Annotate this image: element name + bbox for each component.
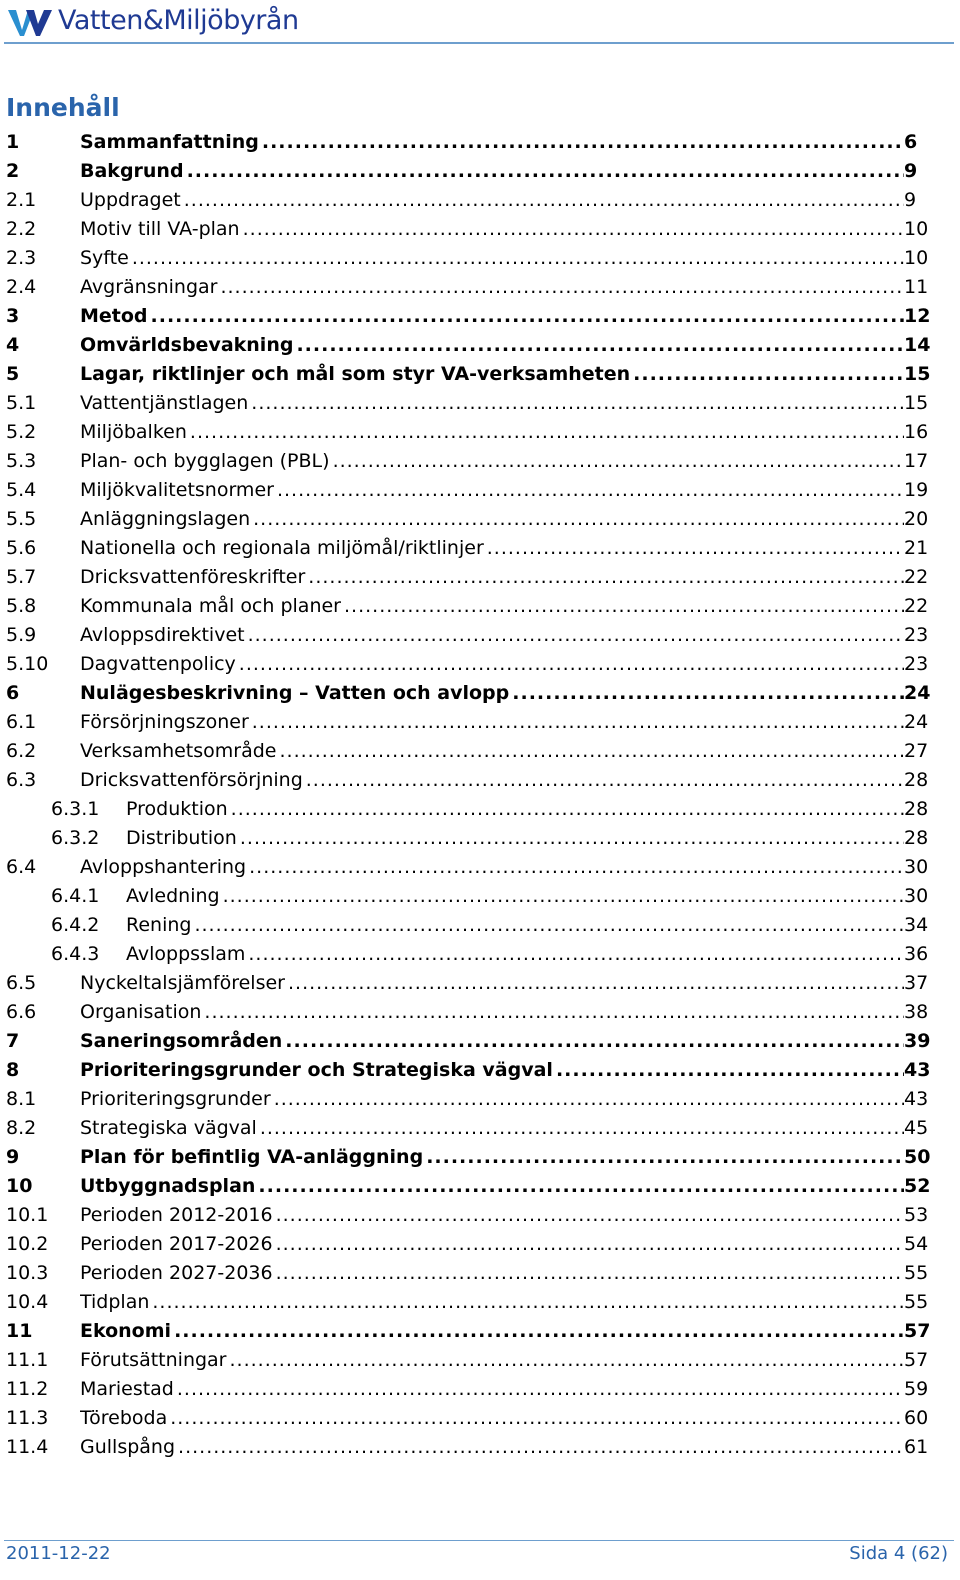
- logo-text: Vatten&Miljöbyrån: [58, 5, 299, 36]
- toc-entry-title-line: [126, 940, 904, 969]
- toc-entry-number: 9: [6, 1146, 20, 1168]
- toc-dot-leader: [344, 592, 904, 621]
- toc-entry-number: 2.4: [6, 276, 37, 298]
- toc-dot-leader: [274, 1085, 904, 1114]
- toc-entry[interactable]: [0, 1404, 960, 1433]
- toc-entry-page: 23: [904, 653, 929, 675]
- toc-dot-leader: [239, 650, 904, 679]
- toc-entry[interactable]: [0, 447, 960, 476]
- toc-dot-leader: [333, 447, 904, 476]
- toc-entry-number: 10: [6, 1175, 33, 1197]
- toc-entry-page: 52: [904, 1175, 931, 1197]
- toc-entry-page: 54: [904, 1233, 929, 1255]
- toc-entry-title: Mariestad: [80, 1378, 174, 1400]
- toc-entry-number: 11.3: [6, 1407, 49, 1429]
- footer-page-number: Sida 4 (62): [849, 1543, 948, 1564]
- toc-dot-leader: [184, 186, 904, 215]
- toc-entry-title-line: [80, 1433, 904, 1462]
- toc-dot-leader: [633, 360, 904, 389]
- toc-entry-page: 28: [904, 798, 929, 820]
- toc-entry-title-line: [80, 1404, 904, 1433]
- toc-entry-title: Tidplan: [80, 1291, 150, 1313]
- toc-entry[interactable]: [0, 1433, 960, 1462]
- toc-entry-number: 11.1: [6, 1349, 49, 1371]
- toc-entry[interactable]: [0, 302, 960, 331]
- toc-entry-number: 10.4: [6, 1291, 49, 1313]
- toc-entry[interactable]: [0, 1375, 960, 1404]
- toc-entry-number: 5: [6, 363, 20, 385]
- toc-entry-title: Organisation: [80, 1001, 202, 1023]
- toc-entry-title-line: [80, 853, 904, 882]
- toc-entry-number: 11.2: [6, 1378, 49, 1400]
- toc-entry[interactable]: [0, 1317, 960, 1346]
- toc-entry-number: 11.4: [6, 1436, 49, 1458]
- toc-entry[interactable]: [0, 563, 960, 592]
- toc-entry-title: Perioden 2017-2026: [80, 1233, 273, 1255]
- toc-entry[interactable]: [0, 911, 960, 940]
- toc-entry-title: Rening: [126, 914, 192, 936]
- toc-dot-leader: [174, 1317, 904, 1346]
- toc-entry-page: 57: [904, 1349, 929, 1371]
- toc-entry-number: 6.6: [6, 1001, 37, 1023]
- toc-entry-page: 61: [904, 1436, 929, 1458]
- toc-entry-page: 55: [904, 1262, 929, 1284]
- toc-entry-title: Perioden 2027-2036: [80, 1262, 273, 1284]
- toc-dot-leader: [262, 128, 904, 157]
- toc-entry-number: 6.5: [6, 972, 37, 994]
- company-logo: [8, 2, 299, 40]
- toc-entry-title-line: [126, 911, 904, 940]
- toc-entry-title-line: [80, 563, 904, 592]
- toc-entry-title: Miljöbalken: [80, 421, 187, 443]
- toc-entry-number: 3: [6, 305, 20, 327]
- toc-entry-title-line: [80, 1230, 904, 1259]
- toc-entry-number: 5.1: [6, 392, 37, 414]
- toc-entry-title: Lagar, riktlinjer och mål som styr VA-verksamheten: [80, 363, 631, 385]
- toc-entry-page: 9: [904, 189, 917, 211]
- toc-entry[interactable]: [0, 1346, 960, 1375]
- toc-dot-leader: [187, 157, 904, 186]
- toc-entry-number: 8: [6, 1059, 20, 1081]
- toc-entry[interactable]: [0, 766, 960, 795]
- toc-entry-title-line: [80, 505, 904, 534]
- toc-entry-page: 6: [904, 131, 918, 153]
- toc-entry-title-line: [126, 882, 904, 911]
- toc-entry-title: Anläggningslagen: [80, 508, 251, 530]
- toc-dot-leader: [151, 302, 904, 331]
- toc-entry-title: Distribution: [126, 827, 237, 849]
- toc-entry[interactable]: [0, 215, 960, 244]
- toc-entry-title-line: [80, 621, 904, 650]
- toc-entry-title-line: [80, 476, 904, 505]
- toc-entry-page: 45: [904, 1117, 929, 1139]
- toc-entry-page: 60: [904, 1407, 929, 1429]
- toc-entry[interactable]: [0, 157, 960, 186]
- toc-entry-title-line: [80, 244, 904, 273]
- toc-entry-title-line: [80, 215, 904, 244]
- toc-entry-title-line: [80, 360, 904, 389]
- toc-entry-title-line: [80, 273, 904, 302]
- toc-entry-page: 10: [904, 247, 929, 269]
- toc-dot-leader: [556, 1056, 904, 1085]
- toc-entry-title: Strategiska vägval: [80, 1117, 257, 1139]
- toc-entry-title: Plan för befintlig VA-anläggning: [80, 1146, 424, 1168]
- toc-entry-title-line: [80, 1172, 904, 1201]
- toc-entry-page: 27: [904, 740, 929, 762]
- toc-entry-number: 6.3.1: [51, 798, 100, 820]
- toc-entry-page: 36: [904, 943, 929, 965]
- toc-entry[interactable]: [0, 969, 960, 998]
- toc-entry-page: 22: [904, 595, 929, 617]
- toc-entry-title: Avloppshantering: [80, 856, 247, 878]
- toc-entry-page: 30: [904, 885, 929, 907]
- toc-entry-page: 59: [904, 1378, 929, 1400]
- toc-heading: Innehåll: [6, 93, 120, 122]
- toc-entry-number: 8.1: [6, 1088, 37, 1110]
- toc-entry-title-line: [80, 534, 904, 563]
- toc-entry-page: 43: [904, 1059, 931, 1081]
- toc-entry-page: 17: [904, 450, 929, 472]
- toc-entry-title-line: [80, 969, 904, 998]
- toc-entry-title: Syfte: [80, 247, 129, 269]
- toc-entry[interactable]: [0, 505, 960, 534]
- toc-entry-number: 5.9: [6, 624, 37, 646]
- toc-entry-title: Gullspång: [80, 1436, 176, 1458]
- toc-entry-page: 12: [904, 305, 931, 327]
- toc-entry[interactable]: [0, 853, 960, 882]
- toc-entry[interactable]: [0, 1056, 960, 1085]
- toc-dot-leader: [288, 969, 904, 998]
- toc-entry[interactable]: [0, 1230, 960, 1259]
- toc-dot-leader: [243, 215, 904, 244]
- toc-entry-title: Dricksvattenförsörjning: [80, 769, 303, 791]
- toc-dot-leader: [277, 476, 904, 505]
- toc-entry-title-line: [80, 1317, 904, 1346]
- toc-entry-title-line: [80, 1375, 904, 1404]
- toc-entry-title: Verksamhetsområde: [80, 740, 277, 762]
- toc-dot-leader: [276, 1201, 904, 1230]
- footer-divider: [4, 1540, 954, 1541]
- toc-entry[interactable]: [0, 679, 960, 708]
- toc-entry[interactable]: [0, 534, 960, 563]
- toc-entry-title-line: [80, 650, 904, 679]
- toc-entry-title: Kommunala mål och planer: [80, 595, 341, 617]
- toc-entry-title: Dricksvattenföreskrifter: [80, 566, 306, 588]
- toc-entry-title-line: [80, 389, 904, 418]
- toc-dot-leader: [204, 998, 904, 1027]
- toc-entry-number: 8.2: [6, 1117, 37, 1139]
- toc-entry-number: 5.2: [6, 421, 37, 443]
- toc-entry-title-line: [126, 824, 904, 853]
- toc-dot-leader: [177, 1375, 904, 1404]
- toc-entry[interactable]: [0, 1259, 960, 1288]
- toc-dot-leader: [426, 1143, 904, 1172]
- toc-dot-leader: [487, 534, 904, 563]
- toc-dot-leader: [260, 1114, 904, 1143]
- toc-entry-title: Produktion: [126, 798, 228, 820]
- toc-entry-page: 15: [904, 363, 931, 385]
- toc-entry-title-line: [80, 679, 904, 708]
- toc-entry-page: 28: [904, 769, 929, 791]
- toc-entry-title: Omvärldsbevakning: [80, 334, 294, 356]
- toc-entry-title: Nulägesbeskrivning – Vatten och avlopp: [80, 682, 510, 704]
- toc-entry-number: 2.2: [6, 218, 37, 240]
- toc-entry-number: 6.4: [6, 856, 37, 878]
- toc-entry-title-line: [80, 1346, 904, 1375]
- toc-entry[interactable]: [0, 940, 960, 969]
- toc-entry-title-line: [80, 737, 904, 766]
- toc-entry[interactable]: [0, 1114, 960, 1143]
- toc-entry-number: 6.3: [6, 769, 37, 791]
- toc-entry-number: 11: [6, 1320, 33, 1342]
- toc-dot-leader: [249, 853, 904, 882]
- toc-entry[interactable]: [0, 1143, 960, 1172]
- toc-entry-title-line: [80, 186, 904, 215]
- toc-entry-number: 10.1: [6, 1204, 49, 1226]
- toc-entry-title: Plan- och bygglagen (PBL): [80, 450, 330, 472]
- toc-dot-leader: [251, 389, 904, 418]
- toc-entry-title-line: [126, 795, 904, 824]
- toc-entry[interactable]: [0, 331, 960, 360]
- toc-entry-title: Bakgrund: [80, 160, 184, 182]
- toc-entry[interactable]: [0, 1288, 960, 1317]
- toc-entry-title: Avloppsdirektivet: [80, 624, 245, 646]
- toc-dot-leader: [285, 1027, 904, 1056]
- toc-entry-number: 6.3.2: [51, 827, 100, 849]
- toc-entry-title-line: [80, 418, 904, 447]
- toc-entry-title: Dagvattenpolicy: [80, 653, 236, 675]
- toc-dot-leader: [276, 1259, 904, 1288]
- toc-entry-number: 5.4: [6, 479, 37, 501]
- toc-entry-number: 2.1: [6, 189, 37, 211]
- toc-entry-page: 57: [904, 1320, 931, 1342]
- toc-dot-leader: [308, 563, 904, 592]
- toc-entry-number: 2: [6, 160, 20, 182]
- toc-dot-leader: [178, 1433, 904, 1462]
- toc-entry-page: 22: [904, 566, 929, 588]
- toc-entry-title-line: [80, 157, 904, 186]
- toc-entry-page: 23: [904, 624, 929, 646]
- table-of-contents: [0, 128, 960, 1462]
- toc-entry-title-line: [80, 1143, 904, 1172]
- toc-entry-title: Saneringsområden: [80, 1030, 283, 1052]
- toc-entry-title: Utbyggnadsplan: [80, 1175, 256, 1197]
- toc-entry[interactable]: [0, 708, 960, 737]
- toc-entry-title-line: [80, 592, 904, 621]
- toc-entry-title: Uppdraget: [80, 189, 181, 211]
- toc-entry[interactable]: [0, 882, 960, 911]
- toc-entry-page: 20: [904, 508, 929, 530]
- toc-entry[interactable]: [0, 1172, 960, 1201]
- toc-entry[interactable]: [0, 650, 960, 679]
- toc-dot-leader: [248, 940, 904, 969]
- toc-entry-page: 10: [904, 218, 929, 240]
- toc-dot-leader: [190, 418, 904, 447]
- toc-entry-page: 16: [904, 421, 929, 443]
- toc-entry[interactable]: [0, 795, 960, 824]
- toc-entry[interactable]: [0, 273, 960, 302]
- toc-entry[interactable]: [0, 1027, 960, 1056]
- toc-entry-title-line: [80, 708, 904, 737]
- toc-entry-title: Avledning: [126, 885, 220, 907]
- toc-entry-page: 19: [904, 479, 929, 501]
- toc-entry-page: 37: [904, 972, 929, 994]
- toc-entry-title-line: [80, 1259, 904, 1288]
- toc-entry[interactable]: [0, 389, 960, 418]
- toc-entry-title: Perioden 2012-2016: [80, 1204, 273, 1226]
- toc-dot-leader: [280, 737, 905, 766]
- toc-entry-page: 21: [904, 537, 929, 559]
- logo-mark-icon: [8, 6, 56, 36]
- toc-entry-number: 5.10: [6, 653, 49, 675]
- toc-entry-title: Prioriteringsgrunder: [80, 1088, 271, 1110]
- toc-entry-title-line: [80, 1114, 904, 1143]
- toc-entry-page: 39: [904, 1030, 931, 1052]
- toc-entry[interactable]: [0, 418, 960, 447]
- toc-entry-number: 6: [6, 682, 20, 704]
- toc-dot-leader: [248, 621, 904, 650]
- toc-entry-title: Nationella och regionala miljömål/riktlinjer: [80, 537, 484, 559]
- toc-entry-title-line: [80, 128, 904, 157]
- toc-entry-page: 43: [904, 1088, 929, 1110]
- toc-entry-number: 10.3: [6, 1262, 49, 1284]
- toc-entry-page: 11: [904, 276, 929, 298]
- toc-entry-page: 53: [904, 1204, 929, 1226]
- toc-entry[interactable]: [0, 244, 960, 273]
- toc-entry-title: Förutsättningar: [80, 1349, 227, 1371]
- toc-entry-page: 24: [904, 711, 929, 733]
- footer-date: 2011-12-22: [6, 1543, 111, 1564]
- toc-entry[interactable]: [0, 360, 960, 389]
- toc-entry[interactable]: [0, 998, 960, 1027]
- toc-entry-title-line: [80, 1288, 904, 1317]
- toc-dot-leader: [170, 1404, 904, 1433]
- toc-entry-title-line: [80, 447, 904, 476]
- toc-entry-number: 5.6: [6, 537, 37, 559]
- toc-dot-leader: [306, 766, 904, 795]
- toc-entry[interactable]: [0, 592, 960, 621]
- toc-entry-page: 34: [904, 914, 929, 936]
- toc-entry-page: 14: [904, 334, 931, 356]
- toc-entry-page: 9: [904, 160, 918, 182]
- toc-entry-title: Avloppsslam: [126, 943, 246, 965]
- toc-entry-page: 30: [904, 856, 929, 878]
- toc-entry-page: 24: [904, 682, 931, 704]
- toc-entry-title-line: [80, 1027, 904, 1056]
- toc-entry-number: 7: [6, 1030, 20, 1052]
- toc-entry[interactable]: [0, 476, 960, 505]
- toc-entry-number: 10.2: [6, 1233, 49, 1255]
- header-divider: [4, 42, 954, 44]
- toc-entry[interactable]: [0, 186, 960, 215]
- toc-entry-number: 2.3: [6, 247, 37, 269]
- toc-entry-number: 6.4.1: [51, 885, 100, 907]
- toc-entry-title-line: [80, 1056, 904, 1085]
- toc-entry-number: 6.2: [6, 740, 37, 762]
- toc-dot-leader: [132, 244, 904, 273]
- toc-entry-page: 15: [904, 392, 929, 414]
- toc-entry-number: 6.4.2: [51, 914, 100, 936]
- toc-entry-title: Miljökvalitetsnormer: [80, 479, 274, 501]
- toc-dot-leader: [194, 911, 904, 940]
- toc-entry-title: Avgränsningar: [80, 276, 218, 298]
- toc-entry-title-line: [80, 1201, 904, 1230]
- toc-entry-title-line: [80, 998, 904, 1027]
- toc-dot-leader: [223, 882, 904, 911]
- toc-entry[interactable]: [0, 824, 960, 853]
- toc-entry-title: Motiv till VA-plan: [80, 218, 240, 240]
- toc-entry-title: Prioriteringsgrunder och Strategiska vägval: [80, 1059, 553, 1081]
- toc-entry-title-line: [80, 766, 904, 795]
- toc-entry[interactable]: [0, 621, 960, 650]
- toc-entry-title: Ekonomi: [80, 1320, 172, 1342]
- toc-dot-leader: [240, 824, 904, 853]
- toc-entry-title: Försörjningszoner: [80, 711, 249, 733]
- toc-entry-number: 5.3: [6, 450, 37, 472]
- toc-dot-leader: [296, 331, 904, 360]
- toc-dot-leader: [152, 1288, 904, 1317]
- toc-entry-title: Töreboda: [80, 1407, 168, 1429]
- toc-dot-leader: [512, 679, 904, 708]
- toc-entry-page: 28: [904, 827, 929, 849]
- toc-dot-leader: [231, 795, 904, 824]
- toc-entry[interactable]: [0, 128, 960, 157]
- toc-entry-title-line: [80, 1085, 904, 1114]
- toc-entry[interactable]: [0, 737, 960, 766]
- toc-entry-title: Nyckeltalsjämförelser: [80, 972, 285, 994]
- toc-entry-title-line: [80, 331, 904, 360]
- toc-entry-number: 5.7: [6, 566, 37, 588]
- toc-entry-page: 55: [904, 1291, 929, 1313]
- toc-dot-leader: [258, 1172, 904, 1201]
- toc-dot-leader: [253, 505, 904, 534]
- toc-entry-page: 38: [904, 1001, 929, 1023]
- toc-entry-number: 6.4.3: [51, 943, 100, 965]
- toc-entry-page: 50: [904, 1146, 931, 1168]
- toc-dot-leader: [252, 708, 904, 737]
- toc-dot-leader: [276, 1230, 904, 1259]
- toc-entry[interactable]: [0, 1085, 960, 1114]
- toc-entry-number: 5.8: [6, 595, 37, 617]
- toc-entry-title-line: [80, 302, 904, 331]
- toc-dot-leader: [220, 273, 904, 302]
- toc-entry-number: 1: [6, 131, 20, 153]
- page-header: [0, 0, 960, 46]
- toc-entry-title: Sammanfattning: [80, 131, 259, 153]
- toc-entry-number: 6.1: [6, 711, 37, 733]
- toc-dot-leader: [230, 1346, 905, 1375]
- toc-entry-title: Vattentjänstlagen: [80, 392, 249, 414]
- toc-entry-number: 5.5: [6, 508, 37, 530]
- toc-entry-number: 4: [6, 334, 20, 356]
- toc-entry[interactable]: [0, 1201, 960, 1230]
- toc-entry-title: Metod: [80, 305, 148, 327]
